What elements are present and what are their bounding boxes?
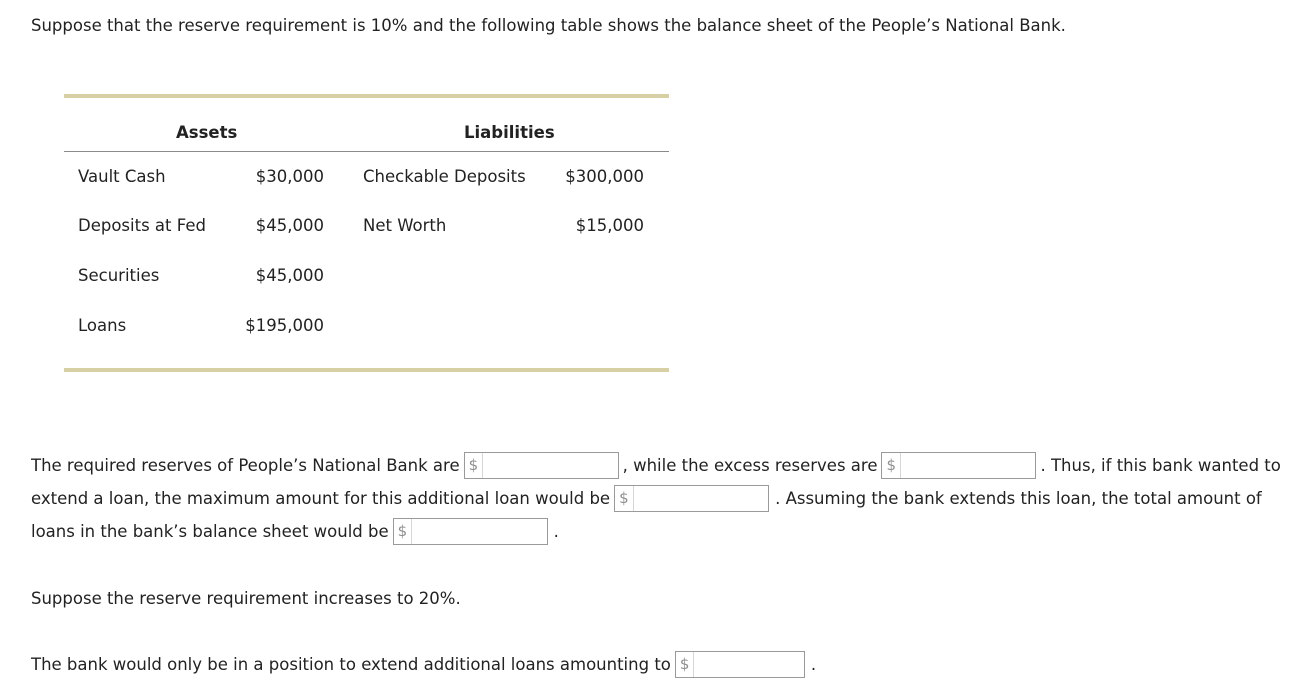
asset-value-securities: $45,000 [255,266,324,285]
excess-reserves-input[interactable] [901,453,1036,478]
question-1-line-1 [31,452,1281,479]
liability-value-net-worth: $15,000 [575,216,644,235]
question-1-text-4: extend a loan, the maximum amount for this additional loan would be [31,489,611,508]
liabilities-header: Liabilities [464,123,555,142]
question-2-line [31,651,816,678]
max-loan-input[interactable] [634,486,769,511]
asset-value-deposits-at-fed: $45,000 [255,216,324,235]
liability-value-checkable-deposits: $300,000 [565,167,644,186]
asset-label-securities: Securities [78,266,160,285]
question-1-text-6: loans in the bank’s balance sheet would be [31,522,389,541]
question-2-paragraph [31,651,1314,681]
question-2-text-1: The bank would only be in a position to extend additional loans amounting to [31,655,671,674]
required-reserves-input[interactable] [483,453,618,478]
max-loan-answer-box [614,485,769,512]
question-1-text-5: . Assuming the bank extends this loan, the total amount of [775,489,1262,508]
question-2-text-2: . [810,655,817,674]
total-loans-answer-box [393,518,548,545]
required-reserves-answer-box [464,452,619,479]
dollar-sign: $ [465,453,484,478]
dollar-sign: $ [882,453,901,478]
table-bottom-rule [64,368,669,372]
table-top-rule [64,94,669,98]
dollar-sign: $ [394,519,413,544]
intro-text: Suppose that the reserve requirement is 10% and the following table shows the balance sheet of the People’s National Bank. [31,16,1066,35]
question-1-text-3: . Thus, if this bank wanted to [1040,456,1281,475]
scenario-text: Suppose the reserve requirement increases to 20%. [31,589,461,608]
question-1-paragraph [31,452,1314,552]
asset-value-loans: $195,000 [245,316,324,335]
asset-value-vault-cash: $30,000 [255,167,324,186]
header-divider [64,151,669,152]
question-1-line-3 [31,518,559,545]
liability-label-net-worth: Net Worth [363,216,447,235]
liability-label-checkable-deposits: Checkable Deposits [363,167,526,186]
asset-label-vault-cash: Vault Cash [78,167,166,186]
asset-label-deposits-at-fed: Deposits at Fed [78,216,206,235]
dollar-sign: $ [676,652,695,677]
asset-label-loans: Loans [78,316,127,335]
assets-header: Assets [176,123,238,142]
additional-loans-input[interactable] [694,652,804,677]
question-1-text-2: , while the excess reserves are [622,456,878,475]
balance-sheet-table [64,94,669,373]
question-1-text-1: The required reserves of People’s National Bank are [31,456,460,475]
total-loans-input[interactable] [412,519,547,544]
excess-reserves-answer-box [881,452,1036,479]
question-1-text-7: . [553,522,559,541]
dollar-sign: $ [615,486,634,511]
additional-loans-answer-box [675,651,805,678]
question-1-line-2 [31,485,1262,512]
